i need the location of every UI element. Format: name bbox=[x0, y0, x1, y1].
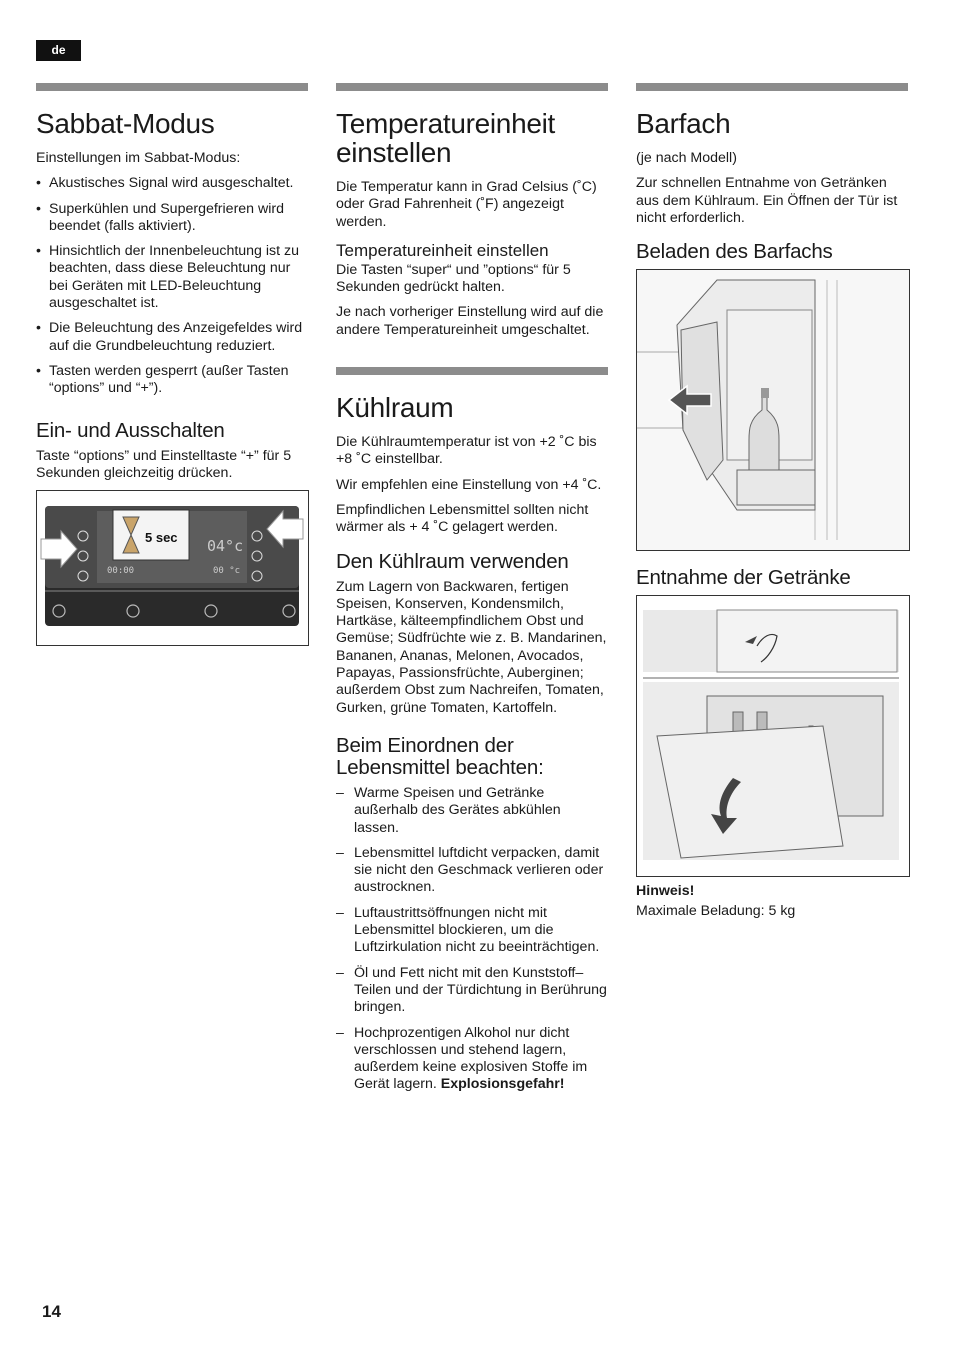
onoff-heading: Ein- und Ausschalten bbox=[36, 418, 225, 442]
load-heading: Beladen des Barfachs bbox=[636, 240, 833, 264]
hint-text: Maximale Beladung: 5 kg bbox=[636, 903, 796, 920]
sabbat-bullet-list bbox=[36, 175, 308, 397]
barfach-title: Barfach bbox=[636, 108, 731, 139]
small-display-2: 00 °c bbox=[213, 566, 241, 577]
use-text: Zum Lagern von Backwaren, fertigen Speisen, Konserven, Kondensmilch, Hartkäse, kälteempfindlichem Obst und Gemüse; Südfrüchte wie z. B. Mandarinen, Bananen, Ananas, Melonen, Avocados, Papayas, Passionsfrüchte, Auberginen; außerdem Obst zum Nachreifen, Tomaten, Gurken, grüne Tomaten, Kartoffeln. bbox=[336, 578, 607, 716]
hint-label: Hinweis! bbox=[636, 883, 695, 900]
kuehlraum-p3: Empfindlichen Lebensmittel sollten nicht wärmer als + 4 ˚C gelagert werden. bbox=[336, 501, 589, 536]
use-heading: Den Kühlraum verwenden bbox=[336, 549, 569, 573]
list-item: • Hinsichtlich der Innenbeleuchtung ist zu beachten, dass diese Beleuchtung nur bei Geräten mit LED-Beleuchtung ausgeschaltet ist. bbox=[36, 243, 308, 312]
last-dash-text: Hochprozentigen Alkohol nur dicht verschlossen und stehend lagern, außerdem keine explosiven Stoffe im Gerät lagern. bbox=[354, 1024, 588, 1093]
list-item: • Die Beleuchtung des Anzeigefeldes wird auf die Grundbeleuchtung reduziert. bbox=[36, 320, 308, 355]
sort-dash-list bbox=[336, 785, 608, 1094]
column-barfach bbox=[636, 83, 908, 928]
section-rule bbox=[636, 83, 908, 91]
section-rule bbox=[336, 367, 608, 375]
kuehlraum-title: Kühlraum bbox=[336, 392, 454, 424]
sabbat-intro: Einstellungen im Sabbat-Modus: bbox=[36, 150, 241, 166]
warning-text: Explosionsgefahr! bbox=[440, 1076, 565, 1093]
timer-label: 5 sec bbox=[145, 530, 178, 546]
sort-heading: Beim Einordnen der Lebensmittel beachten: bbox=[336, 733, 544, 779]
column-temperature bbox=[336, 83, 608, 1102]
list-item: • Akustisches Signal wird ausgeschaltet. bbox=[36, 175, 308, 192]
barfach-intro: Zur schnellen Entnahme von Getränken aus dem Kühlraum. Ein Öffnen der Tür ist nicht erforderlich. bbox=[636, 175, 898, 226]
list-item: – Öl und Fett nicht mit den Kunststoff–Teilen und der Türdichtung in Berührung bringen. bbox=[336, 965, 608, 1017]
kuehlraum-p1: Die Kühlraumtemperatur ist von +2 ˚C bis +8 ˚C einstellbar. bbox=[336, 434, 597, 468]
removal-illustration bbox=[637, 596, 909, 876]
small-display: 00:00 bbox=[107, 566, 135, 577]
list-item: • Tasten werden gesperrt (außer Tasten “options” und “+”). bbox=[36, 363, 308, 398]
loading-illustration bbox=[637, 270, 909, 550]
barfach-note: (je nach Modell) bbox=[636, 150, 737, 166]
temperature-title: Temperatureinheit einstellen bbox=[336, 108, 556, 168]
list-item: – Luftaustrittsöffnungen nicht mit Lebensmittel blockieren, um die Luftzirkulation nicht zu beeinträchtigen. bbox=[336, 905, 608, 957]
temperature-text-1: Die Tasten “super“ und ”options“ für 5 Sekunden gedrückt halten. bbox=[336, 261, 571, 296]
temperature-text-2: Je nach vorheriger Einstellung wird auf die andere Temperatureinheit umgeschaltet. bbox=[336, 304, 604, 338]
list-item: – Lebensmittel luftdicht verpacken, damit sie nicht den Geschmack verlieren oder austrocknen. bbox=[336, 845, 608, 897]
section-rule bbox=[336, 83, 608, 91]
temperature-subheading: Temperatureinheit einstellen bbox=[336, 240, 549, 260]
page-number: 14 bbox=[42, 1302, 61, 1321]
column-sabbat bbox=[36, 83, 308, 646]
list-item: • Superkühlen und Supergefrieren wird beendet (falls aktiviert). bbox=[36, 201, 308, 236]
temperature-intro: Die Temperatur kann in Grad Celsius (˚C) oder Grad Fahrenheit (˚F) angezeigt werden. bbox=[336, 179, 597, 230]
temp-display: 04°c bbox=[207, 537, 244, 556]
language-badge: de bbox=[36, 40, 81, 61]
section-rule bbox=[36, 83, 308, 91]
loading-figure bbox=[636, 269, 910, 551]
sabbat-title: Sabbat-Modus bbox=[36, 108, 215, 139]
removal-figure bbox=[636, 595, 910, 877]
kuehlraum-p2: Wir empfehlen eine Einstellung von +4 ˚C. bbox=[336, 476, 602, 493]
control-panel-figure bbox=[36, 490, 309, 646]
list-item bbox=[336, 1025, 608, 1094]
control-panel-illustration bbox=[37, 491, 308, 645]
take-heading: Entnahme der Getränke bbox=[636, 566, 851, 590]
onoff-text: Taste “options” und Einstelltaste “+” für 5 Sekunden gleichzeitig drücken. bbox=[36, 447, 292, 481]
list-item: – Warme Speisen und Getränke außerhalb des Gerätes abkühlen lassen. bbox=[336, 785, 608, 837]
